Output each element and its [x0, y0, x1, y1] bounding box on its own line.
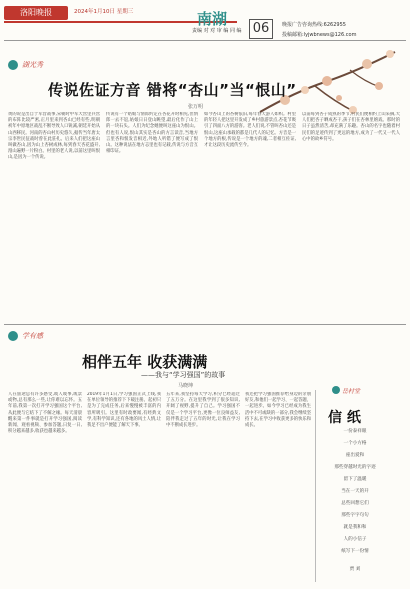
- ad-hotline: 晚报广告咨询热线:6262955: [282, 22, 346, 28]
- section-editors: 责编 对 对 审 编 同 编: [192, 28, 242, 34]
- article-body-col4: 以前每到杏子成熟的季节,村民们便相约上山采摘,大人们把杏子晒成杏干,孩子们在杏林里嬉戏。那时的日子虽然清苦,却充满了乐趣。杏山的名字也随着村民们的足迹传到了更远的地方,成为了一代又一代人心中的故乡符号。: [302, 112, 400, 142]
- submission-email: 投稿邮箱:lyjwbnews@126.com: [282, 32, 357, 38]
- column-tag: 学有感: [22, 332, 43, 340]
- section-title: 南湖: [197, 10, 228, 28]
- article-title: 相伴五年 收获满满: [82, 353, 208, 371]
- poem-line: 就是我和和: [343, 525, 367, 530]
- column-tag: 湖光秀: [22, 61, 43, 69]
- poem-title: 信 纸: [328, 410, 361, 426]
- article-author: 马晓坤: [178, 383, 194, 389]
- article-body-col2: 2019年1月1日,学习强国正式上线,我在单位领导的推荐下下载注册。起初只是为了完成任务,后来慢慢被丰富的内容所吸引。这里有时政要闻,有经典文学,有科学知识,还有各地的风土人情,让我足不出户便能了解天下事。: [87, 392, 161, 429]
- poem-line: 那些穿越时光的字迹: [334, 465, 376, 470]
- poem-line: 人的小信子: [343, 537, 367, 542]
- page-number: 06: [249, 19, 273, 39]
- poem-line: 纸写下一份情: [341, 549, 369, 554]
- date-line: 2024年1月10日 星期三: [74, 9, 134, 15]
- poem-divider: [315, 390, 316, 582]
- poem-line: 一个小方格: [343, 441, 367, 446]
- section-divider: [4, 324, 406, 325]
- poem-line: 座出爱和: [345, 453, 365, 458]
- article-body-col1: 人在旅途总有许多感受,或人或事,或景或物,总有那么一些,让你难以忘怀。五年前,我第一次打开学习强国这个平台,从此便与它结下了不解之缘。每天清晨醒来第一件事就是打开学习强国,阅读新闻、观看视频、参加答题,日复一日,积分越来越多,收获也越来越多。: [8, 392, 82, 435]
- column-tag-icon: [8, 331, 18, 341]
- column-tag-icon: [8, 60, 18, 70]
- poem-line: 总些回想它们: [341, 501, 369, 506]
- article-body-col4: 我还把学习强国推荐给身边的亲朋好友,和他们一起学习、一起答题、一起进步。如今学习已经成为我生活中不可或缺的一部分,我会继续坚持下去,在学习中收获更多的快乐和成长。: [245, 392, 311, 429]
- article-body-col2: 传说有一个姑娘与情郎约定在杏花开时相见,但情郎一去不返,姑娘日日登山眺望,最后化作了山上的一块石头。人们为纪念她便叫这座山为恨山。但也有人说,恨山其实是杏山的方言读音,当地方言里杏和恨发音相近,外地人听错了便写成了恨山。这种说法在地方志里也有记载,传说与方音互相印证。: [106, 112, 198, 155]
- newspaper-logo: 洛阳晚报: [4, 6, 68, 20]
- article-body-col3: 五年来,我坚持每天学习,积分已经超过了五万分。在这里我学到了很多知识,开阔了视野,提升了自己。学习强国不仅是一个学习平台,更像一位良师益友,陪伴我走过了五年的时光,让我在学习中不断成长进步。: [166, 392, 240, 429]
- column-tag-icon: [332, 386, 340, 394]
- article-subtitle: ——我与“学习强国”的故事: [141, 371, 226, 379]
- poem-line: 一份泰祥眼: [343, 429, 367, 434]
- article-title: 传说佐证方音 错将“杏山”当“恨山”: [48, 81, 297, 99]
- header-divider: [4, 40, 406, 41]
- column-tag: 岳村堂: [342, 388, 361, 395]
- article-body-col1: 黄的说是出自于军营战事,宋朝时中军大营里兵营的布阵比较严密,正月里来到杏山已经有些,明朝初年中原地区战乱不断导致人口锐减,朝廷开始从山西移民。河南的杏山村历史悠久,据传当年唐太宗李世民征战时曾在此驻扎。后来人们把这座山叫做杏山,因为山上杏树成林,每到春天杏花盛开,漫山遍野一片粉白。村里的老人说,以前这里叫恨山,是因为一个传说。: [8, 112, 100, 161]
- article-body-col3: 如今杏山上的杏树依旧,每年春天游人如织。村里的年轻人把这里开发成了乡村旅游景点,杏花节吸引了四面八方的游客。老人们说,不管叫杏山还是恨山,这座山承载的都是几代人的记忆。方音是一个地方的根,传说是一个地方的魂,二者相互佐证,才让这段历史流传至今。: [204, 112, 296, 149]
- poem-line: 当在一天的开: [341, 489, 369, 494]
- poem-line: 留下了温暖: [343, 477, 367, 482]
- article-author: 张万明: [188, 104, 204, 110]
- poem-line: 那些字字句句: [341, 513, 369, 518]
- poem-author: 贾 刘: [349, 567, 361, 572]
